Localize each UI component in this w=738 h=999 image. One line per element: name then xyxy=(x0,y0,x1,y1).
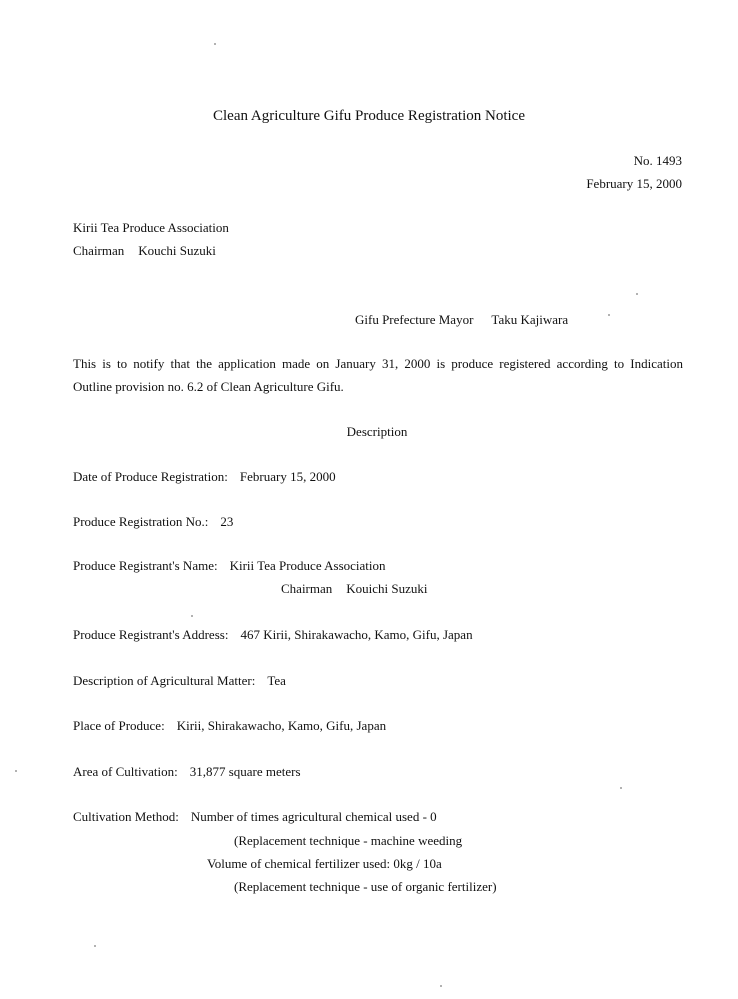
field-label: Produce Registrant's Address: xyxy=(73,627,229,642)
field-registration-no xyxy=(73,514,233,530)
scan-speck xyxy=(440,985,442,987)
scan-speck xyxy=(636,293,638,295)
field-value: 31,877 square meters xyxy=(189,764,301,779)
field-label: Cultivation Method: xyxy=(73,809,179,824)
field-registration-date xyxy=(73,469,336,485)
field-value: Kirii, Shirakawacho, Kamo, Gifu, Japan xyxy=(176,718,387,733)
scan-speck xyxy=(620,787,622,789)
document-title: Clean Agriculture Gifu Produce Registration Notice xyxy=(212,108,525,124)
field-value: February 15, 2000 xyxy=(239,469,336,484)
body-line-1: This is to notify that the application made on January 31, 2000 is produce registered according to Indication xyxy=(73,356,683,371)
field-value: Number of times agricultural chemical used - 0 xyxy=(190,809,437,824)
field-label: Area of Cultivation: xyxy=(73,764,178,779)
field-place-of-produce xyxy=(73,718,386,734)
scan-speck xyxy=(608,314,610,316)
recipient-role: Chairman xyxy=(73,243,125,258)
field-registrant-chairman xyxy=(281,581,428,597)
section-heading: Description xyxy=(346,424,408,439)
notice-number: No. 1493 xyxy=(633,153,682,168)
cultivation-method-line-3: Volume of chemical fertilizer used: 0kg / 10a xyxy=(207,856,442,871)
sender-name: Taku Kajiwara xyxy=(491,312,569,327)
field-agricultural-matter xyxy=(73,673,286,689)
scan-speck xyxy=(94,945,96,947)
field-value: Kirii Tea Produce Association xyxy=(229,558,386,573)
scan-speck xyxy=(214,43,216,45)
field-label: Date of Produce Registration: xyxy=(73,469,228,484)
field-label: Produce Registration No.: xyxy=(73,514,209,529)
field-registrant-name xyxy=(73,558,386,574)
field-registrant-address xyxy=(73,627,473,643)
notification-paragraph xyxy=(73,352,683,398)
field-label: Produce Registrant's Name: xyxy=(73,558,218,573)
field-value: 467 Kirii, Shirakawacho, Kamo, Gifu, Japan xyxy=(240,627,473,642)
registrant-role: Chairman xyxy=(281,581,333,596)
field-area xyxy=(73,764,301,780)
cultivation-method-line-4: (Replacement technique - use of organic fertilizer) xyxy=(234,879,497,894)
field-value: Tea xyxy=(267,673,286,688)
field-label: Description of Agricultural Matter: xyxy=(73,673,256,688)
sender-line xyxy=(355,312,568,328)
body-line-2: Outline provision no. 6.2 of Clean Agriculture Gifu. xyxy=(73,379,344,394)
scan-speck xyxy=(191,615,193,617)
cultivation-method-line-2: (Replacement technique - machine weeding xyxy=(234,833,463,848)
notice-date: February 15, 2000 xyxy=(586,176,682,191)
scan-speck xyxy=(15,770,17,772)
recipient-organization: Kirii Tea Produce Association xyxy=(73,220,229,235)
field-label: Place of Produce: xyxy=(73,718,165,733)
recipient-name: Kouchi Suzuki xyxy=(138,243,216,258)
field-value: 23 xyxy=(220,514,234,529)
registrant-person: Kouichi Suzuki xyxy=(346,581,428,596)
sender-role: Gifu Prefecture Mayor xyxy=(355,312,474,327)
field-cultivation-method xyxy=(73,809,437,825)
recipient-title-line xyxy=(73,243,216,259)
